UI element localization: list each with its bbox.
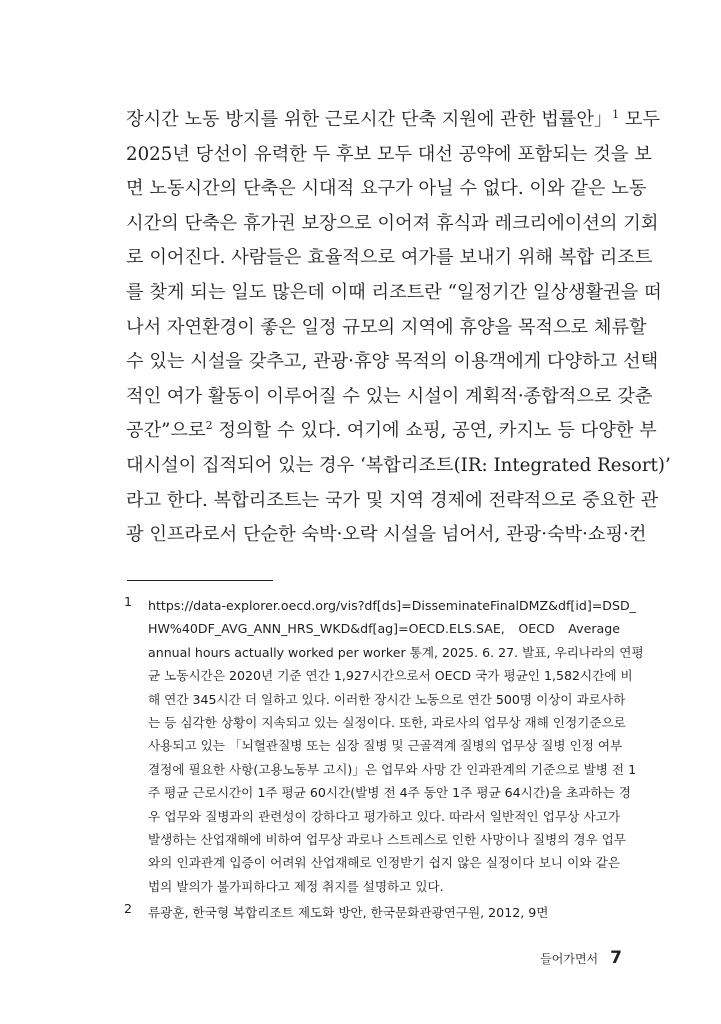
body-line (126, 414, 657, 449)
body-line-text-after: 모두 (619, 109, 661, 130)
footnote-line: 균 노동시간은 2020년 기준 연간 1,927시간으로서 OECD 국가 평균인 1,582시간에 비 (148, 668, 633, 684)
body-line: 를 찾게 되는 일도 많은데 이때 리조트란 “일정기간 일상생활권을 떠 (126, 281, 662, 303)
footnote-line: 는 등 심각한 상황이 지속되고 있는 실정이다. 또한, 과로사의 업무상 재해 인정기준으로 (148, 714, 626, 730)
footnotes (124, 594, 644, 924)
body-line-text-after: 정의할 수 있다. 여기에 쇼핑, 공연, 카지노 등 다양한 부 (212, 420, 657, 442)
footnote-1 (124, 594, 644, 898)
footnote-url-line[interactable]: HW%40DF_AVG_ANN_HRS_WKD&df[ag]=OECD.ELS.SAE, OECD Average (148, 621, 620, 637)
body-line-text: 장시간 노동 방지를 위한 근로시간 단축 지원에 관한 법률안」 (126, 109, 613, 130)
footnote-line: 우 업무와 질병과의 관련성이 강하다고 평가하고 있다. 따라서 일반적인 업무상 사고가 (148, 808, 620, 824)
footnote-ref-2[interactable]: 2 (205, 419, 213, 433)
page-footer (540, 948, 622, 968)
footnote-line: 해 연간 345시간 더 일하고 있다. 이러한 장시간 노동으로 연간 500명 이상이 과로사하 (148, 691, 626, 707)
body-line: 2025년 당선이 유력한 두 후보 모두 대선 공약에 포함되는 것을 보 (126, 143, 652, 165)
page-number: 7 (610, 948, 622, 968)
footnote-ref-1[interactable]: 1 (612, 108, 620, 121)
body-line: 적인 여가 활동이 이루어질 수 있는 시설이 계획적·종합적으로 갖춘 (126, 385, 653, 407)
footnote-number: 2 (124, 901, 133, 917)
footnote-line: 결정에 필요한 사항(고용노동부 고시)」은 업무와 사망 간 인과관계의 기준으로 발병 전 1 (148, 761, 637, 777)
body-line (126, 103, 661, 138)
footnote-line: 법의 발의가 불가피하다고 제정 취지를 설명하고 있다. (148, 878, 444, 894)
body-line: 로 이어진다. 사람들은 효율적으로 여가를 보내기 위해 복합 리조트 (126, 247, 653, 269)
body-line: 대시설이 집적되어 있는 경우 ‘복합리조트(IR: Integrated Resort)’ (126, 454, 671, 476)
footnote-line: 사용되고 있는 「뇌혈관질병 또는 심장 질병 및 근골격계 질병의 업무상 질병 인정 여부 (148, 738, 623, 754)
footnote-line: 주 평균 근로시간이 1주 평균 60시간(발병 전 4주 동안 1주 평균 64시간)을 초과하는 경 (148, 785, 631, 801)
body-line: 면 노동시간의 단축은 시대적 요구가 아닐 수 없다. 이와 같은 노동 (126, 178, 647, 200)
section-title: 들어가면서 (540, 952, 599, 966)
body-line: 나서 자연환경이 좋은 일정 규모의 지역에 휴양을 목적으로 체류할 (126, 316, 647, 338)
footnote-line: 류광훈, 한국형 복합리조트 제도화 방안, 한국문화관광연구원, 2012, 9면 (148, 905, 549, 921)
footnote-url-line[interactable]: https://data-explorer.oecd.org/vis?df[ds]=DisseminateFinalDMZ&df[id]=DSD_ (148, 598, 636, 613)
body-line: 수 있는 시설을 갖추고, 관광·휴양 목적의 이용객에게 다양하고 선택 (126, 351, 659, 373)
footnote-2 (124, 901, 620, 924)
footnote-line: annual hours actually worked per worker 통계, 2025. 6. 27. 발표, 우리나라의 연평 (148, 644, 644, 660)
body-line: 광 인프라로서 단순한 숙박·오락 시설을 넘어서, 관광·숙박·쇼핑·컨 (126, 524, 647, 546)
body-paragraph (126, 103, 671, 553)
body-line: 시간의 단축은 휴가권 보장으로 이어져 휴식과 레크리에이션의 기회 (126, 212, 659, 234)
body-line: 라고 한다. 복합리조트는 국가 및 지역 경제에 전략적으로 중요한 관 (126, 489, 659, 511)
body-line-text: 공간”으로 (126, 420, 206, 442)
footnote-divider (127, 580, 273, 581)
footnote-line: 와의 인과관계 입증이 어려워 산업재해로 인정받기 쉽지 않은 실정이다 보니 이와 같은 (148, 855, 620, 871)
footnote-line: 발생하는 산업재해에 비하여 업무상 과로나 스트레스로 인한 사망이나 질병의 경우 업무 (148, 831, 626, 847)
footnote-number: 1 (124, 594, 133, 609)
